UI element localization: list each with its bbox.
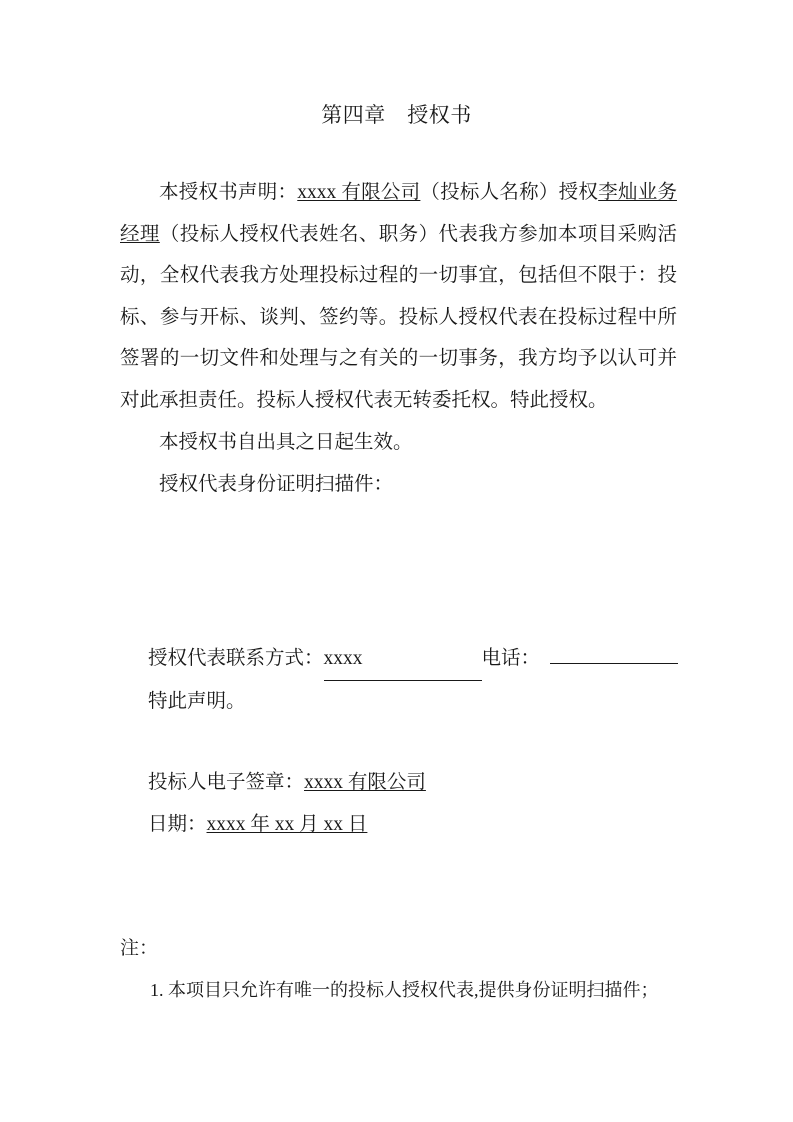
authorization-prefix: 本授权书声明：	[159, 182, 298, 203]
signature-block	[148, 762, 648, 845]
date-value[interactable]: xxxx 年 xx 月 xx 日	[206, 813, 368, 835]
id-scan-placeholder[interactable]	[150, 508, 570, 638]
page-title: 第四章 授权书	[321, 103, 472, 127]
contact-block	[148, 638, 688, 722]
seal-line	[148, 762, 648, 804]
notes-label: 注：	[120, 938, 159, 959]
authorization-paragraph	[120, 172, 677, 421]
representative-value[interactable]: 李灿业务经理	[120, 182, 677, 245]
bidder-name-hint: （投标人名称）	[420, 182, 559, 203]
id-scan-label: 授权代表身份证明扫描件：	[159, 473, 394, 495]
contact-value-field[interactable]: xxxx	[324, 638, 482, 681]
date-line	[148, 804, 648, 846]
note-item-1: 1. 本项目只允许有唯一的投标人授权代表,提供身份证明扫描件；	[150, 979, 659, 1000]
notes-block	[120, 928, 690, 1011]
contact-label: 授权代表联系方式：	[148, 648, 324, 669]
effective-and-scan-group	[120, 422, 677, 505]
authorization-body	[120, 172, 677, 421]
authorization-rest-text: 代表我方参加本项目采购活动，全权代表我方处理投标过程的一切事宜，包括但不限于：投标、参与开标、谈判、签约等。投标人授权代表在投标过程中所签署的一切文件和处理与之有关的一切事务，我方均予以认可并对此承担责任。投标人授权代表无转委托权。特此授权。	[120, 223, 677, 411]
phone-value-field[interactable]	[550, 663, 678, 664]
authorize-word: 授权	[558, 182, 599, 203]
date-label: 日期：	[148, 813, 207, 835]
declaration-line: 特此声明。	[148, 690, 246, 712]
effective-date-paragraph: 本授权书自出具之日起生效。	[159, 432, 413, 453]
representative-hint: （投标人授权代表姓名、职务）	[159, 223, 439, 245]
seal-value[interactable]: xxxx 有限公司	[304, 772, 426, 793]
seal-label: 投标人电子签章：	[148, 772, 305, 793]
bidder-name-value[interactable]: xxxx 有限公司	[297, 182, 421, 203]
contact-line	[148, 638, 688, 681]
phone-label: 电话：	[481, 648, 541, 669]
